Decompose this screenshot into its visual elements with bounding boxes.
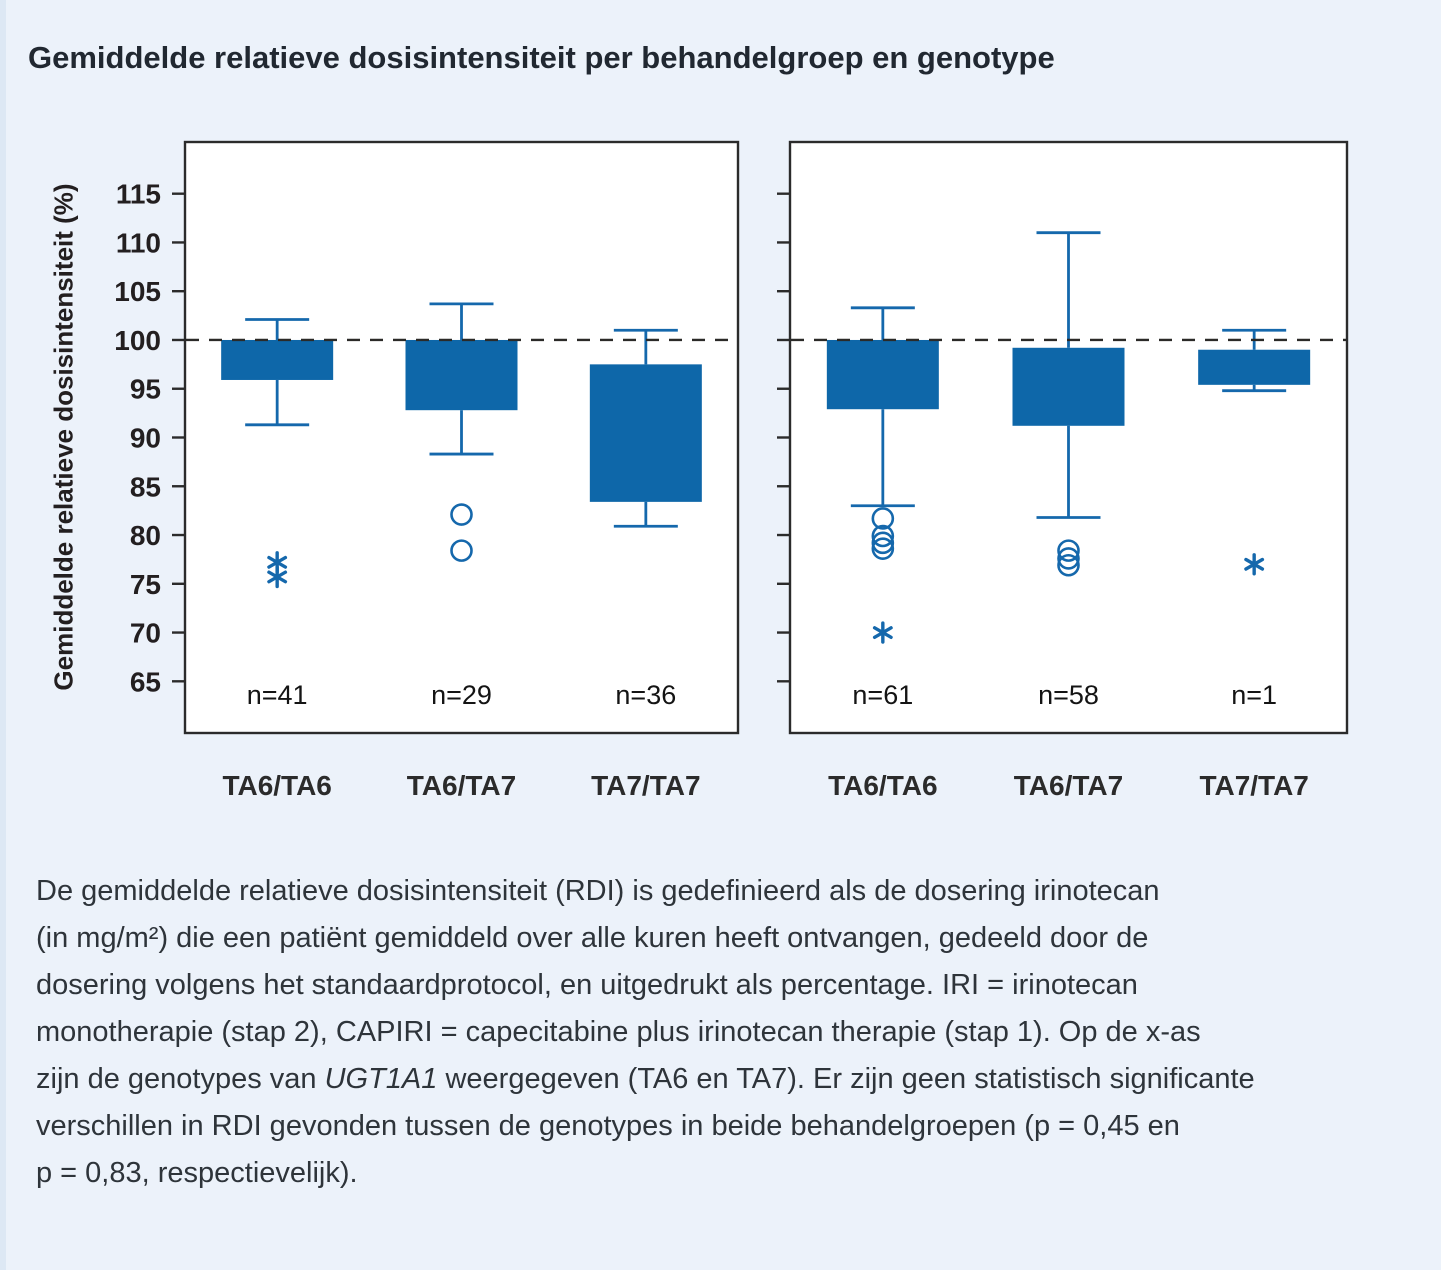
category-label: TA6/TA6 (222, 770, 332, 801)
y-tick-label: 100 (114, 324, 161, 356)
y-tick-label: 95 (129, 373, 161, 405)
caption-line: verschillen in RDI gevonden tussen de genotypes in beide behandelgroepen (p = 0,45 en (36, 1110, 1180, 1142)
box (221, 340, 333, 380)
n-label: n=1 (1231, 680, 1278, 710)
box (827, 340, 939, 409)
caption-line: (in mg/m²) die een patiënt gemiddeld over alle kuren heeft ontvangen, gedeeld door de (36, 922, 1149, 954)
caption-line: De gemiddelde relatieve dosisintensiteit (RDI) is gedefinieerd als de dosering irinotecan (36, 875, 1160, 907)
category-label: TA7/TA7 (1199, 770, 1309, 801)
y-tick-label: 70 (129, 617, 161, 649)
caption-gene-name: UGT1A1 (324, 1063, 438, 1095)
n-label: n=61 (852, 680, 914, 710)
n-label: n=36 (615, 680, 677, 710)
caption-line: zijn de genotypes van (36, 1063, 325, 1095)
y-tick-label: 75 (129, 568, 161, 600)
figure-title: Gemiddelde relatieve dosisintensiteit per behandelgroep en genotype (28, 40, 1055, 75)
y-tick-label: 65 (129, 666, 161, 698)
category-label: TA6/TA7 (1013, 770, 1124, 801)
y-tick-label: 115 (115, 178, 161, 210)
box (1198, 350, 1310, 385)
box (406, 340, 518, 410)
figure-caption (36, 868, 1396, 1197)
caption-line: weergegeven (TA6 en TA7). Er zijn geen statistisch significante (437, 1063, 1255, 1095)
y-tick-label: 80 (129, 520, 161, 552)
category-label: TA6/TA6 (828, 770, 938, 801)
n-label: n=29 (431, 680, 492, 710)
n-label: n=41 (246, 680, 308, 710)
boxplot-panel-right (700, 132, 1355, 810)
y-tick-label: 105 (114, 276, 161, 308)
boxplot-panel-left (95, 132, 746, 810)
n-label: n=58 (1038, 680, 1099, 710)
category-label: TA7/TA7 (591, 770, 701, 801)
y-axis-label: Gemiddelde relatieve dosisintensiteit (%) (48, 183, 79, 691)
page-left-edge (0, 0, 6, 1270)
box (1013, 348, 1125, 426)
y-tick-label: 110 (115, 227, 161, 259)
caption-line: monotherapie (stap 2), CAPIRI = capecitabine plus irinotecan therapie (stap 1). Op de x-as (36, 1016, 1201, 1048)
category-label: TA6/TA7 (406, 770, 517, 801)
y-tick-label: 85 (129, 471, 161, 503)
caption-line: p = 0,83, respectievelijk). (36, 1157, 358, 1189)
y-tick-label: 90 (129, 422, 161, 454)
box (590, 364, 702, 502)
caption-line: dosering volgens het standaardprotocol, en uitgedrukt als percentage. IRI = irinotecan (36, 969, 1138, 1001)
